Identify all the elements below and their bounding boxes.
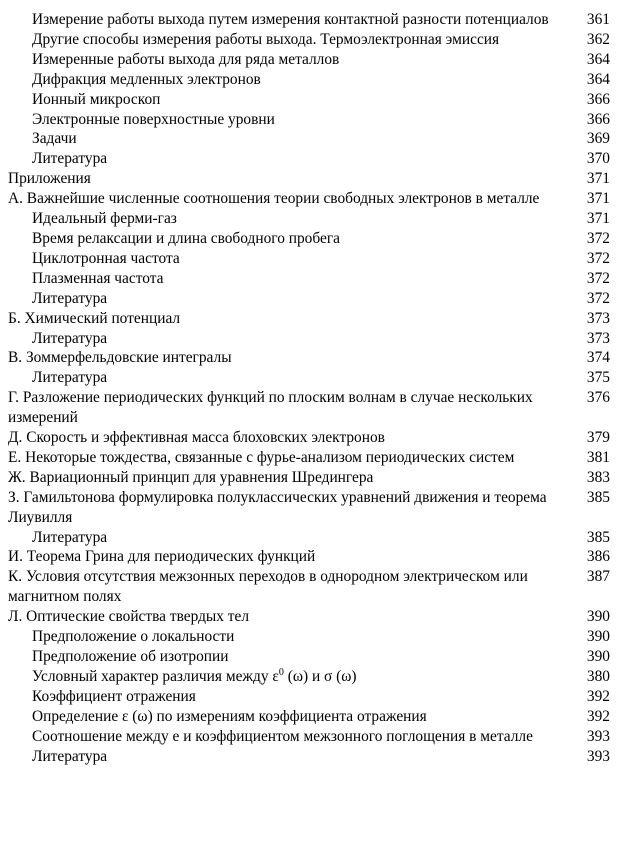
toc-entry	[0, 747, 620, 767]
toc-entry-title: Ионный микроскоп	[32, 90, 161, 108]
toc-entry-page: 374	[586, 349, 610, 367]
toc-entry-page: 362	[586, 30, 610, 48]
toc-entry-title: Ж. Вариационный принцип для уравнения Шредингера	[8, 468, 374, 486]
toc-entry	[0, 567, 620, 607]
toc-entry-title: Измеренные работы выхода для ряда металлов	[32, 50, 340, 68]
toc-entry-title: Предположение о локальности	[32, 628, 235, 646]
toc-entry	[0, 110, 620, 130]
toc-entry-page: 376	[586, 389, 610, 407]
toc-entry-page: 366	[586, 110, 610, 128]
toc-entry	[0, 388, 620, 428]
toc-entry-page: 371	[586, 170, 610, 188]
toc-entry-title: Электронные поверхностные уровни	[32, 110, 275, 128]
toc-entry	[0, 30, 620, 50]
toc-entry-page: 393	[586, 747, 610, 765]
toc-entry-page: 380	[586, 667, 610, 685]
toc-entry	[0, 468, 620, 488]
toc-entry-title: Литература	[32, 289, 108, 307]
toc-entry	[0, 707, 620, 727]
toc-entry-title: Плазменная частота	[32, 269, 164, 287]
toc-entry-title: Предположение об изотропии	[32, 648, 229, 665]
toc-entry-page: 372	[586, 229, 610, 247]
toc-entry-page: 393	[586, 727, 610, 745]
toc-entry	[0, 249, 620, 269]
toc-entry-title: Литература	[32, 329, 108, 347]
title-text: Условный характер различия между ε	[32, 667, 279, 685]
toc-entry-title: Измерение работы выхода путем измерения контактной разности потенциалов	[32, 11, 549, 28]
toc-entry-title: Время релаксации и длина свободного пробега	[32, 229, 340, 247]
toc-entry-page: 385	[586, 488, 610, 506]
toc-entry	[0, 687, 620, 707]
toc-entry-page: 364	[586, 70, 610, 88]
toc-entry	[0, 149, 620, 169]
toc-entry-title: Задачи	[32, 130, 77, 148]
toc-entry-page: 392	[586, 687, 610, 705]
toc-entry-page: 372	[586, 289, 610, 307]
toc-entry-page: 390	[586, 628, 610, 646]
toc-entry-title: А. Важнейшие численные соотношения теории свободных электронов в металле	[8, 190, 540, 208]
toc-entry-title: Коэффициент отражения	[32, 687, 196, 705]
toc-entry	[0, 10, 620, 30]
toc-entry	[0, 329, 620, 349]
toc-entry-page: 392	[586, 707, 610, 725]
toc-entry	[0, 547, 620, 567]
toc-entry	[0, 50, 620, 70]
toc-entry-page: 371	[586, 210, 610, 228]
toc-entry-title: Д. Скорость и эффективная масса блоховских электронов	[8, 429, 385, 447]
toc-entry	[0, 647, 620, 667]
toc-entry-page: 385	[586, 528, 610, 546]
toc-entry	[0, 90, 620, 110]
toc-entry-title: Литература	[32, 150, 108, 168]
toc-entry-title: Литература	[32, 747, 108, 765]
toc-entry-page: 383	[586, 468, 610, 486]
toc-entry	[0, 488, 620, 528]
toc-entry-page: 373	[586, 309, 610, 327]
toc-entry-page: 371	[586, 190, 610, 208]
toc-entry-title: Литература	[32, 369, 108, 387]
toc-entry-title: Г. Разложение периодических функций по плоским волнам в случае нескольких измерений	[8, 389, 533, 427]
toc-entry-title: Другие способы измерения работы выхода. Термоэлектронная эмиссия	[32, 30, 500, 48]
toc-entry-title: Определение ε (ω) по измерениям коэффициента отражения	[32, 707, 427, 725]
toc-entry	[0, 667, 620, 687]
toc-entry-page: 375	[586, 369, 610, 387]
toc-entry-title: Приложения	[8, 170, 91, 188]
toc-entry	[0, 289, 620, 309]
toc-entry	[0, 189, 620, 209]
toc-entry-page: 386	[586, 548, 610, 566]
toc-entry	[0, 70, 620, 90]
toc-entry-page: 364	[586, 50, 610, 68]
toc-entry-title: Циклотронная частота	[32, 249, 180, 267]
toc-entry-page: 361	[586, 11, 610, 28]
toc-entry-page: 379	[586, 429, 610, 447]
toc-entry	[0, 528, 620, 548]
toc-entry	[0, 428, 620, 448]
toc-entry-title: К. Условия отсутствия межзонных переходов в однородном электрическом или магнитном полях	[8, 568, 528, 606]
toc-entry	[0, 368, 620, 388]
toc-entry-page: 372	[586, 269, 610, 287]
superscript: 0	[278, 666, 284, 678]
toc-entry	[0, 229, 620, 249]
toc-entry	[0, 129, 620, 149]
toc-entry-page: 387	[586, 568, 610, 586]
toc-entry	[0, 169, 620, 189]
toc-entry-title: З. Гамильтонова формулировка полуклассических уравнений движения и теорема Лиувилля	[8, 488, 547, 526]
toc-entry-title: Л. Оптические свойства твердых тел	[8, 608, 250, 626]
toc-entry-page: 370	[586, 150, 610, 168]
toc-entry-title: Е. Некоторые тождества, связанные с фурье-анализом периодических систем	[8, 448, 515, 466]
toc-entry	[0, 269, 620, 289]
toc-entry	[0, 607, 620, 627]
toc-entry	[0, 309, 620, 329]
toc-entry	[0, 348, 620, 368]
toc-entry-title: Соотношение между е и коэффициентом межзонного поглощения в металле	[32, 727, 533, 745]
toc-entry-page: 381	[586, 448, 610, 466]
toc-entry-page: 366	[586, 90, 610, 108]
toc-entry	[0, 209, 620, 229]
toc-entry-page: 390	[586, 648, 610, 665]
toc-entry-page: 372	[586, 249, 610, 267]
toc-entry-title: Дифракция медленных электронов	[32, 70, 261, 88]
toc-entry-title	[32, 667, 620, 687]
toc-entry-page: 369	[586, 130, 610, 148]
toc-entry-title: И. Теорема Грина для периодических функций	[8, 548, 316, 566]
toc-entry-title: Идеальный ферми-газ	[32, 210, 177, 228]
toc-entry-page: 373	[586, 329, 610, 347]
toc-entry	[0, 727, 620, 747]
toc-entry-title: Литература	[32, 528, 108, 546]
title-text: (ω) и σ (ω)	[283, 667, 357, 685]
toc-entry	[0, 627, 620, 647]
toc-entry-title: В. Зоммерфельдовские интегралы	[8, 349, 232, 367]
toc-entry	[0, 448, 620, 468]
toc-entry-title: Б. Химический потенциал	[8, 309, 181, 327]
toc-entry-page: 390	[586, 608, 610, 626]
